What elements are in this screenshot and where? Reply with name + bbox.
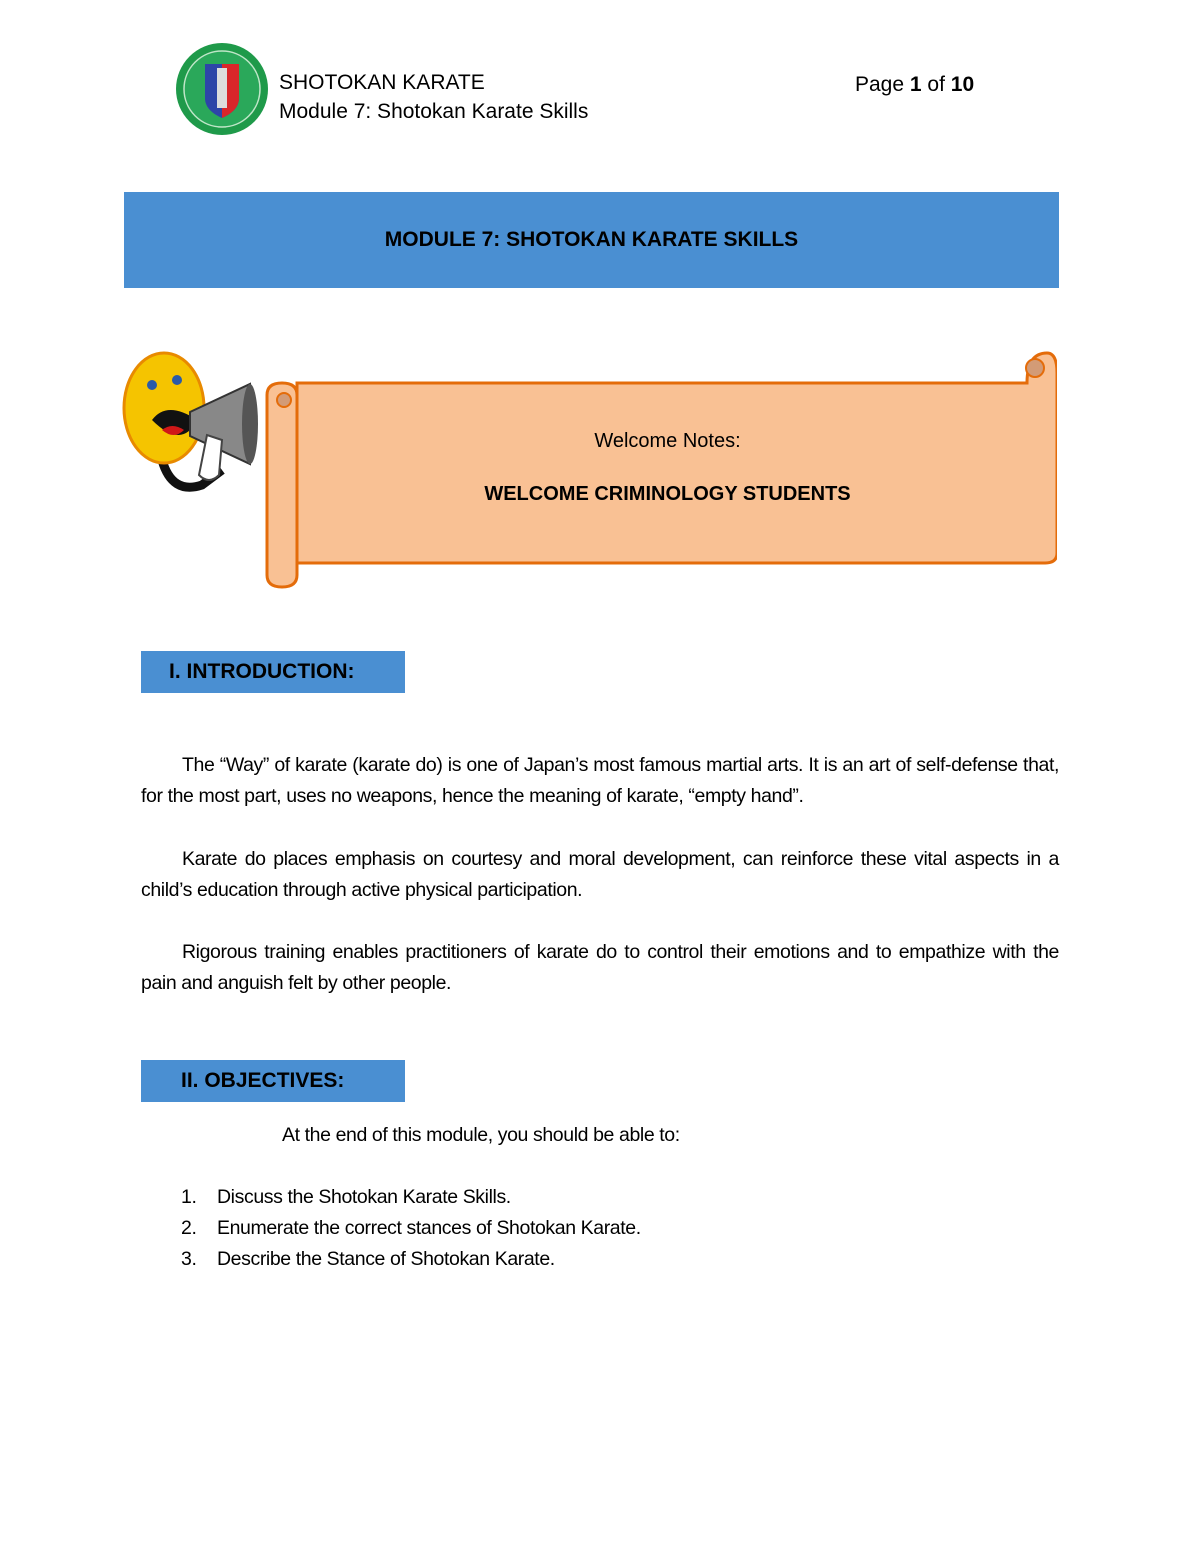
objective-text: Describe the Stance of Shotokan Karate. bbox=[217, 1248, 555, 1270]
module-banner bbox=[124, 192, 1059, 288]
intro-paragraph bbox=[141, 750, 1059, 812]
objectives-lead: At the end of this module, you should be able to: bbox=[282, 1124, 680, 1146]
objective-text: Enumerate the correct stances of Shotokan Karate. bbox=[217, 1217, 641, 1239]
intro-paragraph-text: The “Way” of karate (karate do) is one of Japan’s most famous martial arts. It is an art of self-defense that, for the most part, uses no weapons, hence the meaning of karate, “empty hand”. bbox=[141, 754, 1059, 807]
objective-item bbox=[181, 1217, 641, 1240]
module-subtitle: Module 7: Shotokan Karate Skills bbox=[279, 100, 589, 123]
megaphone-smiley-icon bbox=[122, 350, 262, 500]
intro-paragraph bbox=[141, 844, 1059, 906]
intro-paragraph-text: Rigorous training enables practitioners of karate do to control their emotions and to empathize with the pain and anguish felt by other people. bbox=[141, 941, 1059, 994]
intro-paragraph-text: Karate do places emphasis on courtesy and moral development, can reinforce these vital aspects in a child’s education through active physical participation. bbox=[141, 848, 1059, 901]
objective-item bbox=[181, 1186, 511, 1209]
objective-number: 1. bbox=[181, 1186, 197, 1208]
objectives-heading: II. OBJECTIVES: bbox=[141, 1060, 405, 1102]
objective-number: 2. bbox=[181, 1217, 197, 1239]
objective-item bbox=[181, 1248, 555, 1271]
intro-paragraph bbox=[141, 937, 1059, 999]
course-title: SHOTOKAN KARATE bbox=[279, 71, 485, 94]
school-seal-logo bbox=[175, 42, 269, 136]
objective-number: 3. bbox=[181, 1248, 197, 1270]
objective-text: Discuss the Shotokan Karate Skills. bbox=[217, 1186, 511, 1208]
introduction-heading: I. INTRODUCTION: bbox=[141, 651, 405, 693]
welcome-message: WELCOME CRIMINOLOGY STUDENTS bbox=[484, 483, 851, 505]
page-number bbox=[855, 73, 974, 97]
welcome-notes-label: Welcome Notes: bbox=[594, 430, 741, 452]
module-banner-title: MODULE 7: SHOTOKAN KARATE SKILLS bbox=[384, 228, 799, 251]
page-prefix: Page bbox=[855, 73, 905, 96]
welcome-scroll-banner bbox=[262, 350, 1057, 590]
page-of: of bbox=[927, 73, 945, 96]
page-total: 10 bbox=[950, 73, 975, 96]
page-current: 1 bbox=[909, 73, 922, 96]
